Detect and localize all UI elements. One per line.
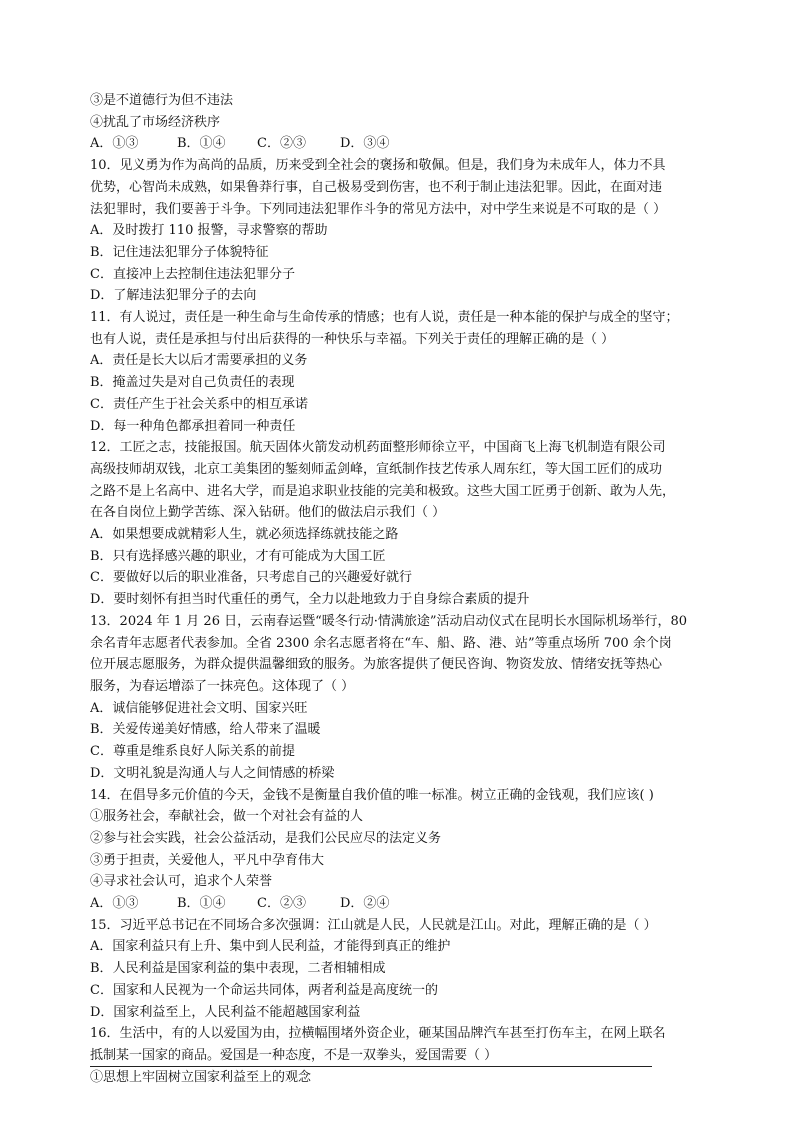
choice-a: A．及时拨打 110 报警，寻求警察的帮助	[90, 223, 328, 239]
choice-a: A．国家利益只有上升、集中到人民利益，才能得到真正的维护	[90, 939, 451, 955]
answer-options	[90, 133, 714, 155]
statement-item: ③是不道德行为但不违法	[90, 93, 234, 108]
statement-item: ④寻求社会认可，追求个人荣誉	[90, 874, 273, 890]
choice-d: D．国家利益至上，人民利益不能超越国家利益	[90, 1004, 361, 1020]
choice-c: C．直接冲上去控制住违法犯罪分子	[90, 266, 295, 282]
question-16	[90, 1023, 714, 1088]
question-stem: 之路不是上名高中、进名大学，而是追求职业技能的完美和极致。这些大国工匠勇于创新、敢为人先，	[90, 483, 676, 499]
question-stem: 余名青年志愿者代表参加。全省 2300 余名志愿者将在“车、船、路、港、站”等重点场所 700 余个岗	[90, 635, 672, 651]
choice-d: D．每一种角色都承担着同一种责任	[90, 418, 296, 434]
question-stem: 13．2024 年 1 月 26 日，云南春运暨“暖冬行动·情满旅途”活动启动仪式在昆明长水国际机场举行，80	[90, 613, 688, 629]
statement-item: ①思想上牢固树立国家利益至上的观念	[90, 1069, 312, 1085]
question-stem: 也有人说，责任是承担与付出后获得的一种快乐与幸福。下列关于责任的理解正确的是（ ）	[90, 331, 615, 347]
question-stem: 在各自岗位上勤学苦练、深入钻研。他们的做法启示我们（ ）	[90, 505, 446, 521]
question-11	[90, 307, 714, 437]
choice-b: B．记住违法犯罪分子体貌特征	[90, 244, 269, 260]
question-stem: 位开展志愿服务，为群众提供温馨细致的服务。为旅客提供了便民咨询、物资发放、情绪安抚等热心	[90, 657, 663, 673]
question-12	[90, 437, 714, 611]
question-stem: 14．在倡导多元价值的今天，金钱不是衡量自我价值的唯一标准。树立正确的金钱观，我们应该( )	[90, 787, 654, 803]
choice-d: D．文明礼貌是沟通人与人之间情感的桥梁	[90, 765, 335, 781]
question-stem: 12．工匠之志，技能报国。航天固体火箭发动机药面整形师徐立平，中国商飞上海飞机制造有限公司	[90, 440, 666, 456]
question-stem: 法犯罪时，我们要善于斗争。下列同违法犯罪作斗争的常见方法中，对中学生来说是不可取的是（ ）	[90, 201, 667, 217]
option-a: A．①③	[90, 136, 139, 152]
question-14	[90, 785, 714, 915]
question-stem: 15．习近平总书记在不同场合多次强调：江山就是人民，人民就是江山。对此，理解正确的是（ ）	[90, 917, 657, 933]
choice-b: B．人民利益是国家利益的集中表现，二者相辅相成	[90, 961, 386, 977]
option-d: D．②④	[340, 896, 390, 912]
option-c: C．②③	[257, 136, 306, 152]
choice-a: A．如果想要成就精彩人生，就必须选择练就技能之路	[90, 527, 399, 543]
choice-c: C．责任产生于社会关系中的相互承诺	[90, 396, 308, 412]
choice-c: C．尊重是维系良好人际关系的前提	[90, 744, 295, 760]
option-d: D．③④	[340, 136, 390, 152]
choice-c: C．国家和人民视为一个命运共同体，两者利益是高度统一的	[90, 982, 438, 998]
choice-a: A．责任是长大以后才需要承担的义务	[90, 353, 308, 369]
choice-a: A．诚信能够促进社会文明、国家兴旺	[90, 700, 308, 716]
question-stem: 16．生活中，有的人以爱国为由，拉横幅围堵外资企业，砸某国品牌汽车甚至打伤车主，在网上联名	[90, 1026, 666, 1042]
choice-d: D．要时刻怀有担当时代重任的勇气，全力以赴地致力于自身综合素质的提升	[90, 592, 530, 608]
question-stem: 抵制某一国家的商品。爱国是一种态度，不是一双拳头，爱国需要（ ）	[90, 1047, 498, 1063]
option-b: B．①④	[177, 136, 226, 152]
option-a: A．①③	[90, 896, 139, 912]
question-stem: 10．见义勇为作为高尚的品质，历来受到全社会的褒扬和敬佩。但是，我们身为未成年人，体力不具	[90, 158, 666, 174]
question-13	[90, 611, 714, 785]
statement-item: ③勇于担责，关爱他人，平凡中孕育伟大	[90, 852, 325, 868]
footer-divider	[90, 1066, 652, 1067]
option-c: C．②③	[257, 896, 306, 912]
exam-page	[90, 90, 714, 1088]
statement-item: ①服务社会，奉献社会，做一个对社会有益的人	[90, 809, 364, 825]
question-15	[90, 915, 714, 1024]
statement-item: ②参与社会实践，社会公益活动，是我们公民应尽的法定义务	[90, 830, 442, 846]
statement-item: ④扰乱了市场经济秩序	[90, 114, 221, 130]
choice-d: D．了解违法犯罪分子的去向	[90, 288, 257, 304]
question-stem: 优势，心智尚未成熟，如果鲁莽行事，自己极易受到伤害，也不利于制止违法犯罪。因此，在面对违	[90, 179, 663, 195]
option-b: B．①④	[177, 896, 226, 912]
question-stem: 高级技师胡双钱，北京工美集团的錾刻师孟剑峰，宣纸制作技艺传承人周东红，等大国工匠们的成功	[90, 461, 663, 477]
question-9-tail	[90, 90, 714, 155]
choice-b: B．掩盖过失是对自己负责任的表现	[90, 375, 295, 391]
answer-options	[90, 893, 714, 915]
question-stem: 服务，为春运增添了一抹亮色。这体现了（ ）	[90, 678, 355, 694]
choice-c: C．要做好以后的职业准备，只考虑自己的兴趣爱好就行	[90, 570, 412, 586]
choice-b: B．只有选择感兴趣的职业，才有可能成为大国工匠	[90, 548, 386, 564]
question-10	[90, 155, 714, 307]
question-stem: 11．有人说过，责任是一种生命与生命传承的情感；也有人说，责任是一种本能的保护与成全的坚守；	[90, 310, 679, 326]
choice-b: B．关爱传递美好情感，给人带来了温暖	[90, 722, 321, 738]
